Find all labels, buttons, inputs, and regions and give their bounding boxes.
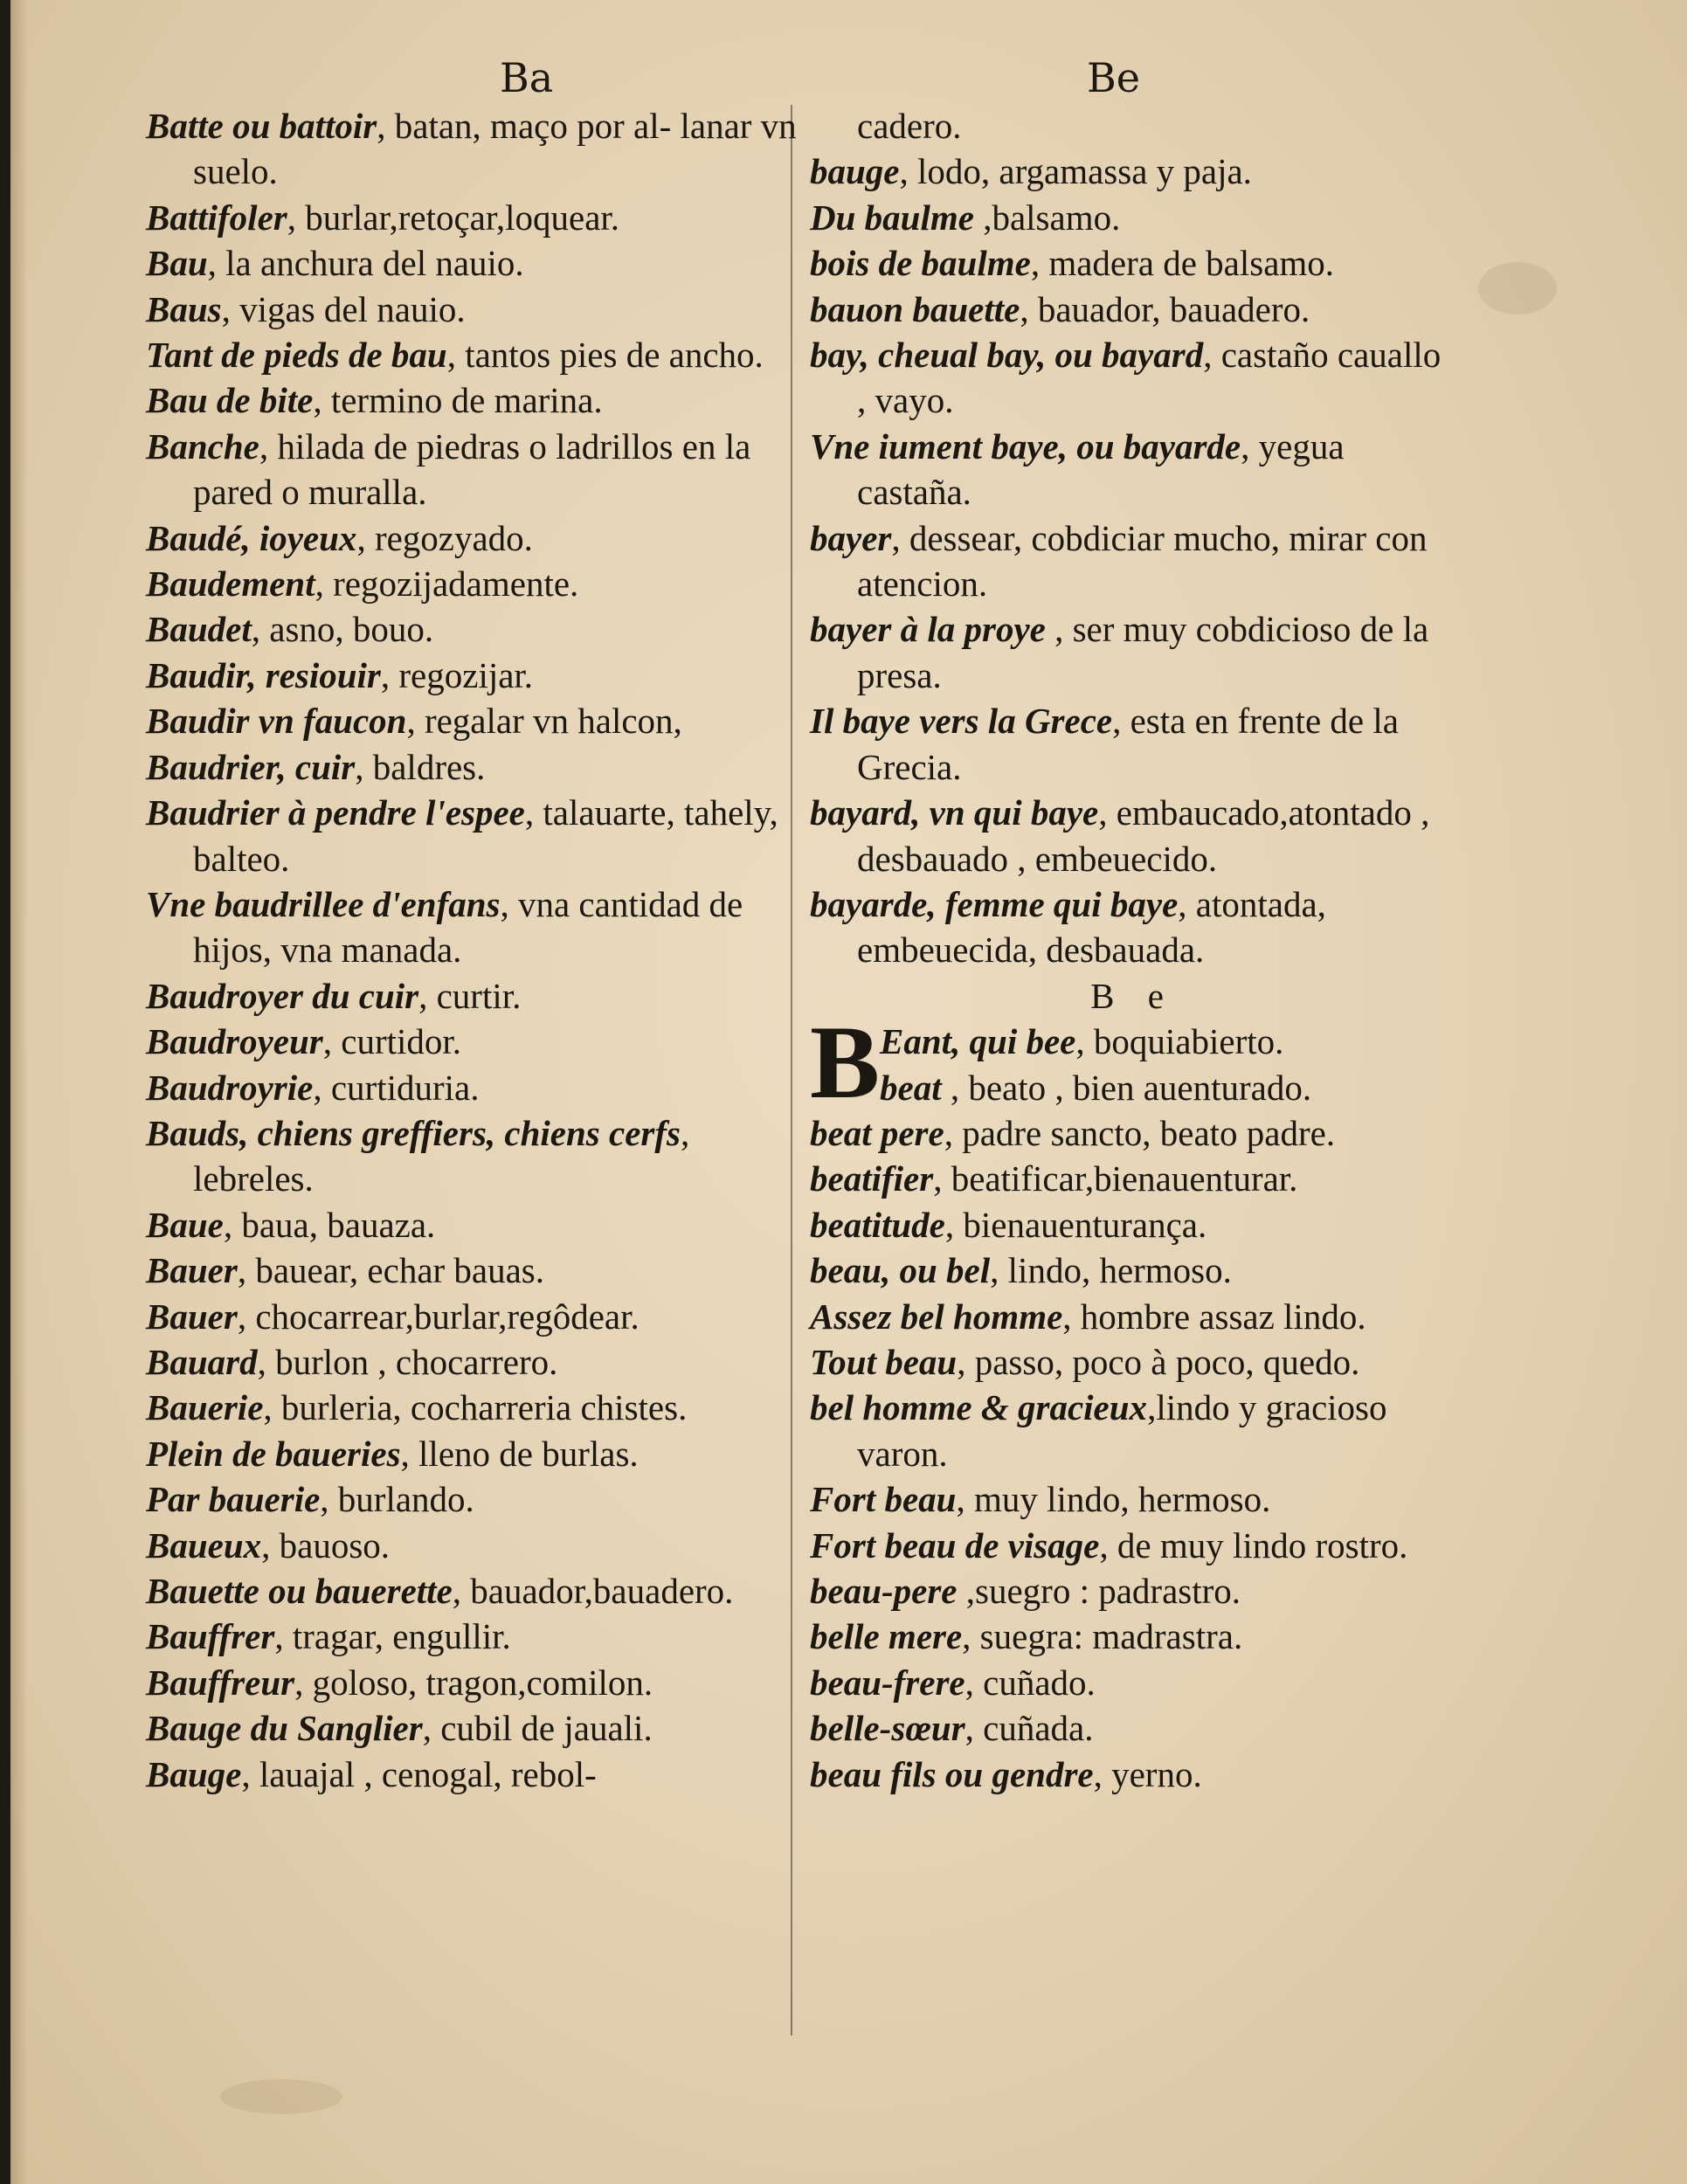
dictionary-entry	[810, 606, 1456, 698]
dictionary-entry	[810, 1248, 1456, 1293]
dictionary-entry	[146, 790, 797, 881]
headword: bay, cheual bay, ou bayard	[810, 335, 1204, 376]
definition: , burlando.	[320, 1479, 474, 1520]
definition: , burlon , chocarrero.	[257, 1341, 558, 1382]
headword: belle-sœur	[810, 1708, 965, 1749]
definition: , hombre assaz lindo.	[1062, 1296, 1366, 1337]
dictionary-entry	[146, 287, 797, 332]
definition: , vna cantidad de hijos, vna manada.	[193, 883, 743, 971]
page-edge-shadow	[10, 0, 28, 2184]
headword: Battifoler	[146, 197, 287, 238]
dictionary-entry	[810, 332, 1456, 424]
definition: , yerno.	[1093, 1753, 1202, 1794]
headword: Par bauerie	[146, 1479, 321, 1520]
headword: Assez bel homme	[810, 1296, 1063, 1337]
right-column	[810, 103, 1456, 1797]
headword: Baueux	[146, 1524, 262, 1565]
headword: Baudir, resiouir	[146, 654, 381, 695]
definition: , curtiduria.	[313, 1067, 480, 1108]
definition: , regozijadamente.	[315, 563, 579, 605]
definition: , boquiabierto.	[1075, 1021, 1284, 1062]
headword: Plein de baueries	[146, 1433, 401, 1474]
dictionary-entry	[146, 561, 797, 606]
headword: Baue	[146, 1204, 224, 1245]
headword: Tant de pieds de bau	[146, 335, 447, 376]
definition: ,suegro : padrastro.	[957, 1571, 1241, 1611]
headword: beau-pere	[810, 1571, 958, 1611]
definition: , lleno de burlas.	[400, 1433, 639, 1474]
headword: bayard, vn qui baye	[810, 792, 1099, 833]
headword: Bauffreur	[146, 1662, 295, 1703]
dictionary-entry	[146, 1431, 797, 1476]
dictionary-entry	[146, 881, 797, 973]
headword: Bauerie	[146, 1387, 264, 1428]
definition: , regalar vn halcon,	[406, 701, 682, 742]
dictionary-entry	[810, 881, 1456, 973]
headword: Bauer	[146, 1296, 238, 1337]
continued-text: cadero.	[857, 106, 962, 146]
dictionary-entry	[146, 1339, 797, 1385]
definition: , tragar, engullir.	[274, 1616, 511, 1657]
left-column	[146, 103, 797, 1797]
headword: belle mere	[810, 1616, 963, 1657]
headword: Tout beau	[810, 1341, 958, 1382]
headword: Bauffrer	[146, 1616, 275, 1657]
dictionary-entry	[146, 332, 797, 377]
definition: , lebreles.	[193, 1112, 690, 1199]
definition: , curtidor.	[322, 1021, 462, 1062]
definition: , cubil de jauali.	[422, 1708, 653, 1749]
headword: bayer à la proye	[810, 609, 1046, 650]
dictionary-entry	[810, 1385, 1456, 1476]
definition: , talauarte, tahely, balteo.	[193, 792, 778, 879]
headword: Fort beau	[810, 1479, 957, 1520]
headword: Fort beau de visage	[810, 1524, 1100, 1565]
headword: beatitude	[810, 1204, 945, 1245]
headword: beau, ou bel	[810, 1250, 991, 1291]
definition: , bienauenturança.	[944, 1204, 1207, 1245]
dictionary-entry	[810, 1156, 1456, 1201]
definition: , asno, bouo.	[251, 609, 434, 650]
headword: Bauer	[146, 1250, 238, 1291]
definition: , ser muy cobdicioso de la presa.	[857, 609, 1429, 695]
definition: , dessear, cobdiciar mucho, mirar con atencion.	[857, 517, 1428, 605]
headword: bayarde, femme qui baye	[810, 883, 1179, 924]
headword: Baus	[146, 288, 222, 329]
definition: , bauador, bauadero.	[1020, 288, 1310, 329]
dictionary-entry	[810, 240, 1456, 286]
definition: , lindo, hermoso.	[990, 1250, 1232, 1291]
headword: Baudet	[146, 609, 252, 650]
definition: , termino de marina.	[313, 380, 603, 421]
dictionary-entry	[810, 149, 1456, 194]
dictionary-entry	[810, 1476, 1456, 1522]
dictionary-entry	[146, 103, 797, 195]
headword: Il baye vers la Grece	[810, 701, 1113, 742]
headword: Vne iument baye, ou bayarde	[810, 425, 1241, 467]
definition: ,balsamo.	[973, 197, 1121, 238]
definition: , lauajal , cenogal, rebol-	[241, 1753, 597, 1794]
definition: , bauoso.	[261, 1524, 391, 1565]
dictionary-entry	[146, 1523, 797, 1568]
definition: , atontada, embeuecida, desbauada.	[857, 883, 1326, 971]
definition: , batan, maço por al- lanar vn suelo.	[193, 106, 797, 192]
headword: Baudé, ioyeux	[146, 517, 357, 558]
definition: , suegra: madrastra.	[962, 1616, 1243, 1657]
definition: , burleria, cocharreria chistes.	[263, 1387, 688, 1428]
definition: , burlar,retoçar,loquear.	[287, 197, 620, 238]
dictionary-entry	[146, 1202, 797, 1248]
dictionary-entry	[810, 790, 1456, 881]
definition: , lodo, argamassa y paja.	[899, 151, 1252, 192]
dictionary-entry	[810, 1568, 1456, 1614]
section-heading: B e	[1090, 975, 1176, 1016]
paper-stain	[220, 2079, 342, 2114]
dictionary-entry	[146, 195, 797, 240]
dictionary-entry	[810, 1202, 1456, 1248]
definition: , madera de balsamo.	[1030, 243, 1335, 284]
dictionary-entry	[146, 1385, 797, 1430]
headword: Baudir vn faucon	[146, 701, 407, 742]
definition: , regozyado.	[356, 517, 533, 558]
running-header-left: Ba	[500, 54, 554, 101]
dictionary-entry	[810, 1294, 1456, 1339]
definition: , de muy lindo rostro.	[1099, 1524, 1408, 1565]
headword: bauon bauette	[810, 288, 1020, 329]
definition: , beatificar,bienauenturar.	[933, 1158, 1298, 1199]
headword: Banche	[146, 425, 259, 467]
paper-stain	[1478, 262, 1557, 314]
headword: Baudroyer du cuir	[146, 975, 419, 1016]
headword: Baudroyrie	[146, 1067, 314, 1108]
dictionary-entry	[810, 1705, 1456, 1751]
definition: , cuñada.	[964, 1708, 1094, 1749]
headword: Bau de bite	[146, 380, 314, 421]
headword: beat	[880, 1067, 942, 1108]
dictionary-entry	[146, 1705, 797, 1751]
drop-cap: B	[810, 1004, 881, 1121]
definition: , vigas del nauio.	[221, 288, 466, 329]
definition: , muy lindo, hermoso.	[956, 1479, 1271, 1520]
dictionary-entry	[810, 287, 1456, 332]
dictionary-entry	[146, 1660, 797, 1705]
definition: , yegua castaña.	[857, 425, 1345, 513]
dictionary-entry	[810, 424, 1456, 515]
definition: , embaucado,atontado , desbauado , embeuecido.	[857, 792, 1430, 879]
definition: ,lindo y gracioso varon.	[857, 1387, 1387, 1474]
definition: , tantos pies de ancho.	[446, 335, 764, 376]
dictionary-entry	[146, 1110, 797, 1202]
headword: bois de baulme	[810, 243, 1031, 284]
headword: Bauard	[146, 1341, 258, 1382]
dictionary-page	[10, 0, 1687, 2184]
dictionary-entry	[146, 515, 797, 561]
headword: Bauette ou bauerette	[146, 1571, 453, 1611]
definition: , bauador,bauadero.	[452, 1571, 734, 1611]
definition: , baua, bauaza.	[223, 1204, 436, 1245]
headword: Bauge du Sanglier	[146, 1708, 423, 1749]
dictionary-entry	[146, 240, 797, 286]
dictionary-entry	[146, 1248, 797, 1293]
definition: , regozijar.	[380, 654, 534, 695]
dictionary-entry	[146, 973, 797, 1019]
headword: bauge	[810, 151, 900, 192]
definition: , la anchura del nauio.	[207, 243, 524, 284]
dictionary-entry	[146, 424, 797, 515]
headword: Baudrier à pendre l'espee	[146, 792, 525, 833]
dictionary-entry	[146, 1752, 797, 1797]
dictionary-entry	[146, 1294, 797, 1339]
headword: Baudement	[146, 563, 315, 605]
dictionary-entry	[810, 1752, 1456, 1797]
headword: beat pere	[810, 1112, 944, 1153]
headword: beau fils ou gendre	[810, 1753, 1094, 1794]
definition: , esta en frente de la Grecia.	[857, 701, 1399, 787]
dictionary-entry	[146, 1019, 797, 1064]
headword: Baudroyeur	[146, 1021, 323, 1062]
definition: , cuñado.	[964, 1662, 1096, 1703]
dictionary-entry	[146, 653, 797, 698]
definition: , bauear, echar bauas.	[237, 1250, 545, 1291]
definition: , curtir.	[418, 975, 522, 1016]
dictionary-entry	[810, 515, 1456, 607]
headword: Bau	[146, 243, 208, 284]
headword: Vne baudrillee d'enfans	[146, 883, 501, 924]
definition: , hilada de piedras o ladrillos en la pared o muralla.	[193, 425, 751, 513]
dictionary-entry	[146, 698, 797, 743]
dictionary-entry	[146, 1476, 797, 1522]
headword: Bauds, chiens greffiers, chiens cerfs	[146, 1112, 681, 1153]
headword: beatifier	[810, 1158, 934, 1199]
dictionary-entry	[810, 698, 1456, 790]
definition: , chocarrear,burlar,regôdear.	[237, 1296, 640, 1337]
dictionary-entry	[146, 1614, 797, 1659]
dictionary-entry	[146, 377, 797, 423]
headword: Du baulme	[810, 197, 974, 238]
definition: , beato , bien auenturado.	[941, 1067, 1312, 1108]
definition: , baldres.	[355, 746, 486, 787]
definition: , passo, poco à poco, quedo.	[957, 1341, 1360, 1382]
headword: Batte ou battoir	[146, 106, 377, 146]
headword: bel homme & gracieux	[810, 1387, 1148, 1428]
definition: , padre sancto, beato padre.	[944, 1112, 1336, 1153]
headword: bayer	[810, 517, 892, 558]
dictionary-entry	[810, 1339, 1456, 1385]
dictionary-entry	[146, 744, 797, 790]
headword: Baudrier, cuir	[146, 746, 356, 787]
definition: , goloso, tragon,comilon.	[294, 1662, 653, 1703]
headword: beau-frere	[810, 1662, 965, 1703]
running-header-right: Be	[1087, 54, 1141, 101]
definition: , castaño cauallo , vayo.	[857, 335, 1442, 421]
dictionary-entry	[810, 1110, 1456, 1156]
dictionary-entry	[146, 606, 797, 652]
headword: Eant, qui bee	[880, 1021, 1076, 1062]
headword: Bauge	[146, 1753, 242, 1794]
dictionary-entry	[810, 1523, 1456, 1568]
dictionary-entry	[810, 1660, 1456, 1705]
dictionary-entry	[146, 1568, 797, 1614]
dictionary-entry	[810, 1004, 1456, 1121]
dictionary-entry	[146, 1065, 797, 1110]
dictionary-entry	[810, 1614, 1456, 1659]
dictionary-entry	[810, 195, 1456, 240]
